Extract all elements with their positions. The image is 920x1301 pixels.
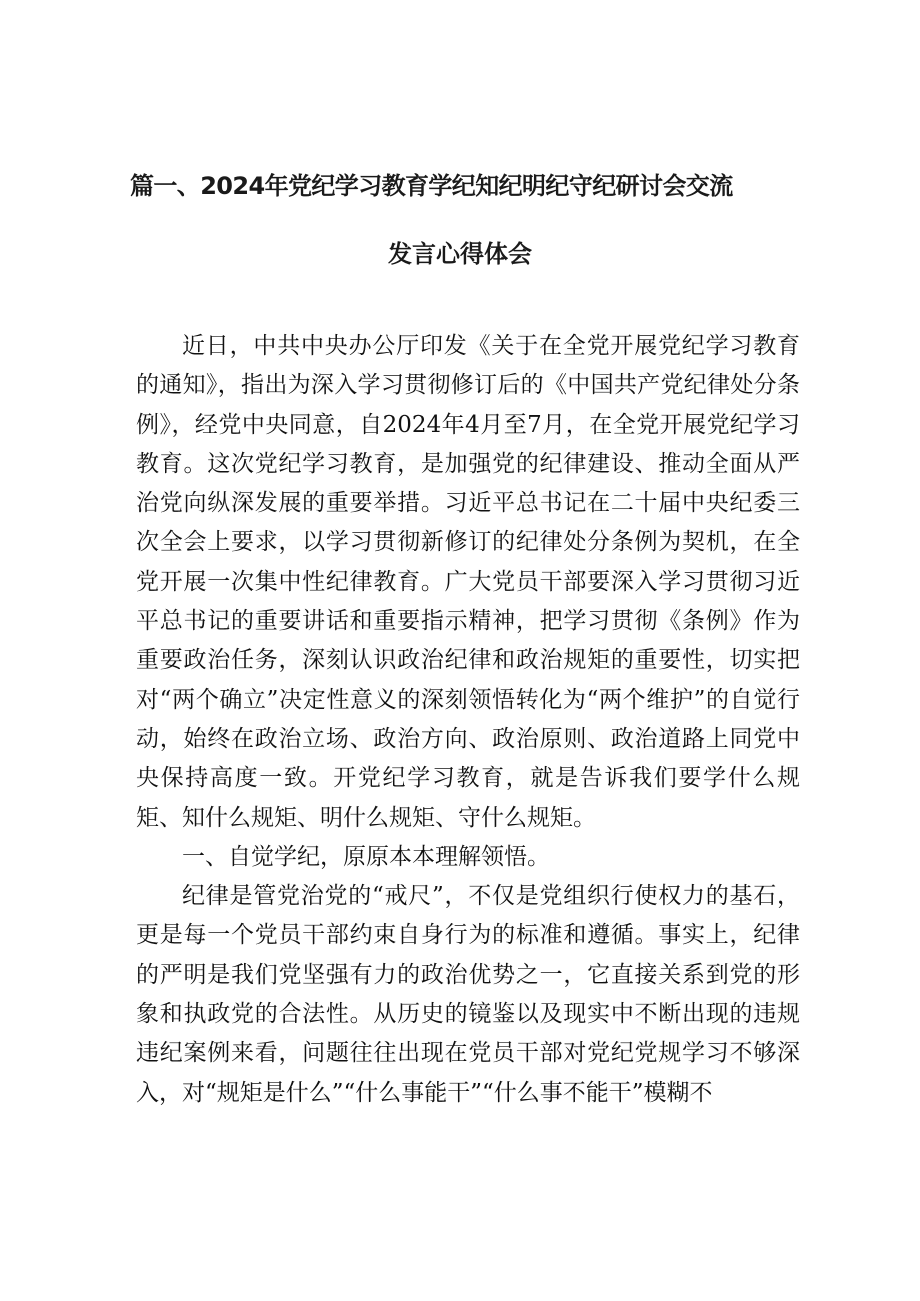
document-title-line-2: 发言心得体会 xyxy=(388,240,532,268)
section-heading-1: 一、自觉学纪，原原本本理解领悟。 xyxy=(182,843,550,870)
document-title-line-1: 篇一、2024年党纪学习教育学纪知纪明纪守纪研讨会交流 xyxy=(130,172,733,200)
paragraph-intro: 近日，中共中央办公厅印发《关于在全党开展党纪学习教育的通知》，指出为深入学习贯彻修订后的《中国共产党纪律处分条例》，经党中央同意，自2024年4月至7月，在全党开展党纪学习教育。这次党纪学习教育，是加强党的纪律建设、推动全面从严治党向纵深发展的重要举措。习近平总书记在二十届中央纪委三次全会上要求，以学习贯彻新修订的纪律处分条例为契机，在全党开展一次集中性纪律教育。广大党员干部要深入学习贯彻习近平总书记的重要讲话和重要指示精神，把学习贯彻《条例》作为重要政治任务，深刻认识政治纪律和政治规矩的重要性，切实把对“两个确立”决定性意义的深刻领悟转化为“两个维护”的自觉行动，始终在政治立场、政治方向、政治原则、政治道路上同党中央保持高度一致。开党纪学习教育，就是告诉我们要学什么规矩、知什么规矩、明什么规矩、守什么规矩。 xyxy=(136,333,800,831)
document-body xyxy=(136,327,800,1113)
paragraph-section-1: 纪律是管党治党的“戒尺”，不仅是党组织行使权力的基石，更是每一个党员干部约束自身行为的标准和遵循。事实上，纪律的严明是我们党坚强有力的政治优势之一，它直接关系到党的形象和执政党的合法性。从历史的镜鉴以及现实中不断出现的违规违纪案例来看，问题往往出现在党员干部对党纪党规学习不够深入，对“规矩是什么”“什么事能干”“什么事不能干”模糊不 xyxy=(136,883,800,1106)
